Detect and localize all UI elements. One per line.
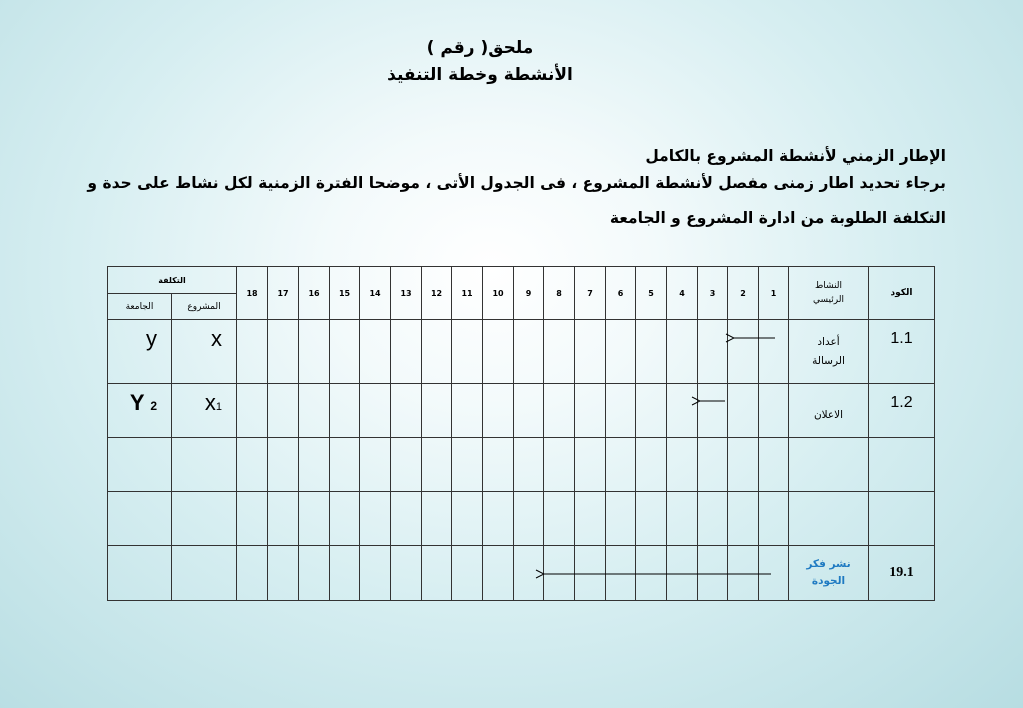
period-header-16: 16 <box>299 267 330 320</box>
period-header-10: 10 <box>483 267 514 320</box>
activity-cell: نشر فكر الجودة <box>789 546 869 601</box>
table-row <box>108 384 935 438</box>
instructions-line-2: التكلفة الطلوبة من ادارة المشروع و الجامعة <box>609 209 946 227</box>
period-header-11: 11 <box>452 267 483 320</box>
period-header-5: 5 <box>636 267 667 320</box>
period-header-7: 7 <box>575 267 606 320</box>
project-cost-header: المشروع <box>172 294 237 320</box>
period-header-13: 13 <box>391 267 422 320</box>
period-header-6: 6 <box>606 267 636 320</box>
university-cost-subscript: 2 <box>150 399 157 413</box>
project-cost-subscript: 1 <box>215 401 223 413</box>
project-cost-cell <box>172 384 237 438</box>
period-header-2: 2 <box>728 267 759 320</box>
university-cost-cell: y <box>108 320 172 384</box>
section-heading: الإطار الزمني لأنشطة المشروع بالكامل <box>645 147 946 165</box>
period-header-3: 3 <box>698 267 728 320</box>
code-cell: 19.1 <box>869 546 935 601</box>
instructions-line-1: برجاء تحديد اطار زمنى مفصل لأنشطة المشروع ، فى الجدول الأتى ، موضحا الفترة الزمنية لكل نشاط على حدة و <box>87 174 946 192</box>
university-cost-value: Y <box>129 390 145 415</box>
period-header-17: 17 <box>268 267 299 320</box>
period-header-18: 18 <box>237 267 268 320</box>
appendix-title: ملحق( رقم ) <box>426 38 534 58</box>
activity-cell: أعداد الرسالة <box>789 320 869 384</box>
cost-header: التكلفة <box>108 267 237 294</box>
period-header-14: 14 <box>360 267 391 320</box>
activity-header: النشاط الرئيسي <box>789 267 869 320</box>
period-header-1: 1 <box>759 267 789 320</box>
table-row <box>108 320 935 384</box>
code-cell: 1.1 <box>869 320 935 384</box>
code-cell: 1.2 <box>869 384 935 438</box>
period-header-8: 8 <box>544 267 575 320</box>
table-row <box>108 438 935 492</box>
table-row <box>108 492 935 546</box>
project-cost-value: x <box>204 390 216 415</box>
period-header-15: 15 <box>330 267 360 320</box>
period-header-9: 9 <box>514 267 544 320</box>
university-cost-cell <box>108 384 172 438</box>
project-cost-cell: x <box>172 320 237 384</box>
appendix-subtitle: الأنشطة وخطة التنفيذ <box>387 65 573 85</box>
period-header-12: 12 <box>422 267 452 320</box>
activities-timeline-table <box>107 266 935 601</box>
university-cost-header: الجامعة <box>108 294 172 320</box>
period-header-4: 4 <box>667 267 698 320</box>
activity-cell: الاعلان <box>789 384 869 438</box>
table-row <box>108 546 935 601</box>
code-header: الكود <box>869 267 935 320</box>
